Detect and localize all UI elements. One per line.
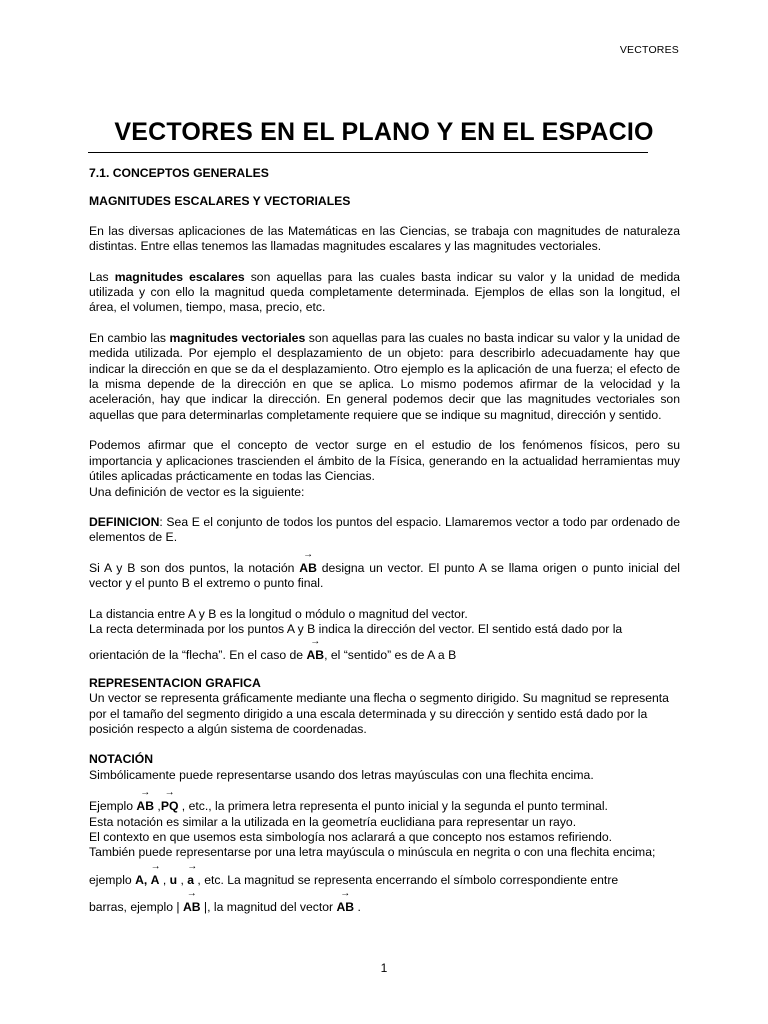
term-escalares: magnitudes escalares — [114, 269, 245, 284]
notacion-heading: NOTACIÓN — [89, 752, 154, 767]
term-vectoriales: magnitudes vectoriales — [169, 330, 306, 345]
arrow-icon: → — [150, 860, 161, 872]
paragraph-escalares: Las magnitudes escalares son aquellas para las cuales basta indicar su valor y la unidad de medida utilizada y con ello la magnitud queda completamente determinada. Ejemplos de ellas son la longitud, el área, el volumen, tiempo, masa, precio, etc. — [89, 269, 680, 315]
arrow-icon: → — [186, 888, 197, 900]
vector-pq: → PQ — [160, 787, 179, 814]
notacion-barras: barras, ejemplo | → AB |, la magnitud del vector → AB . — [89, 888, 361, 915]
vector-ab: → AB — [136, 787, 155, 814]
paragraph-notacion-ab: Si A y B son dos puntos, la notación → AB designa un vector. El punto A se llama origen o punto inicial del vector y el punto B el extremo o punto final. — [89, 548, 680, 591]
paragraph-definicion: DEFINICION: Sea E el conjunto de todos los puntos del espacio. Llamaremos vector a todo par ordenado de elementos de E. — [89, 514, 680, 545]
notacion-ejemplo: Ejemplo → AB , → PQ , etc., la primera letra representa el punto inicial y la segunda el punto terminal. — [89, 787, 608, 814]
arrow-icon: → — [187, 860, 198, 872]
body-text — [89, 166, 680, 916]
representacion-heading: REPRESENTACION GRAFICA — [89, 675, 261, 690]
notacion-negrita: También puede representarse por una letra mayúscula o minúscula en negrita o con una flechita encima; — [89, 845, 656, 860]
page-title: VECTORES EN EL PLANO Y EN EL ESPACIO — [114, 118, 654, 146]
paragraph-orientacion: orientación de la “flecha”. En el caso de → AB, el “sentido” es de A a B — [89, 636, 457, 663]
vector-ab: → AB — [182, 888, 201, 915]
bold-u: u — [169, 872, 178, 887]
notacion-text: Simbólicamente puede representarse usando dos letras mayúsculas con una flechita encima. — [89, 767, 594, 782]
paragraph-fisica: Podemos afirmar que el concepto de vector surge en el estudio de los fenómenos físicos, pero su importancia y aplicaciones trascienden el ámbito de la Física, generando en la actualidad herramientas muy útiles aplicadas prácticamente en todas las Ciencias. — [89, 438, 680, 484]
vector-a-lower: → a — [187, 860, 198, 887]
paragraph-recta: La recta determinada por los puntos A y B indica la dirección del vector. El sentido está dado por la — [89, 621, 623, 636]
arrow-icon: → — [310, 636, 321, 648]
subsection-heading: MAGNITUDES ESCALARES Y VECTORIALES — [89, 194, 351, 209]
vector-ab: → AB — [336, 888, 355, 915]
paragraph-definicion-intro: Una definición de vector es la siguiente: — [89, 484, 305, 499]
definicion-label: DEFINICION — [89, 514, 160, 529]
vector-ab: → AB — [299, 548, 317, 575]
arrow-icon: → — [340, 888, 351, 900]
notacion-rayo: Esta notación es similar a la utilizada en la geometría euclidiana para representar un rayo. — [89, 814, 577, 829]
representacion-text: Un vector se representa gráficamente mediante una flecha o segmento dirigido. Su magnitud se representa por el tamaño del segmento dirigido a una escala determinada y su dirección y sentido está dado por la posición respecto a algún sistema de coordenadas. — [89, 691, 669, 736]
arrow-icon: → — [303, 548, 314, 560]
running-header: VECTORES — [619, 44, 679, 56]
vector-ab: → AB — [306, 636, 325, 663]
page-number: 1 — [380, 961, 388, 975]
section-heading: 7.1. CONCEPTOS GENERALES — [89, 166, 269, 180]
arrow-icon: → — [164, 787, 175, 799]
vector-a-upper: → A — [150, 860, 161, 887]
title-underline — [88, 152, 648, 153]
bold-a: A, — [135, 872, 148, 887]
arrow-icon: → — [140, 787, 151, 799]
notacion-ejemplo-letras: ejemplo A, → A , u , → a , etc. La magnitud se representa encerrando el símbolo correspondiente entre — [89, 860, 619, 887]
paragraph-intro: En las diversas aplicaciones de las Matemáticas en las Ciencias, se trabaja con magnitudes de naturaleza distintas. Entre ellas tenemos las llamadas magnitudes escalares y las magnitudes vectoriales. — [89, 223, 680, 254]
paragraph-vectoriales: En cambio las magnitudes vectoriales son aquellas para las cuales no basta indicar su valor y la unidad de medida utilizada. Por ejemplo el desplazamiento de un objeto: para describirlo adecuadamente hay que indicar la dirección en que se da el desplazamiento. Otro ejemplo es la aplicación de una fuerza; el efecto de la misma depende de la dirección en que se aplica. Lo mismo podemos afirmar de la velocidad y la aceleración, hay que indicar la dirección. En general podemos decir que las magnitudes vectoriales son aquellas que para determinarlas completamente requiere que se indique su magnitud, dirección y sentido. — [89, 330, 681, 422]
paragraph-distancia: La distancia entre A y B es la longitud o módulo o magnitud del vector. — [89, 606, 468, 621]
notacion-contexto: El contexto en que usemos esta simbología nos aclarará a que concepto nos estamos refiriendo. — [89, 830, 613, 844]
